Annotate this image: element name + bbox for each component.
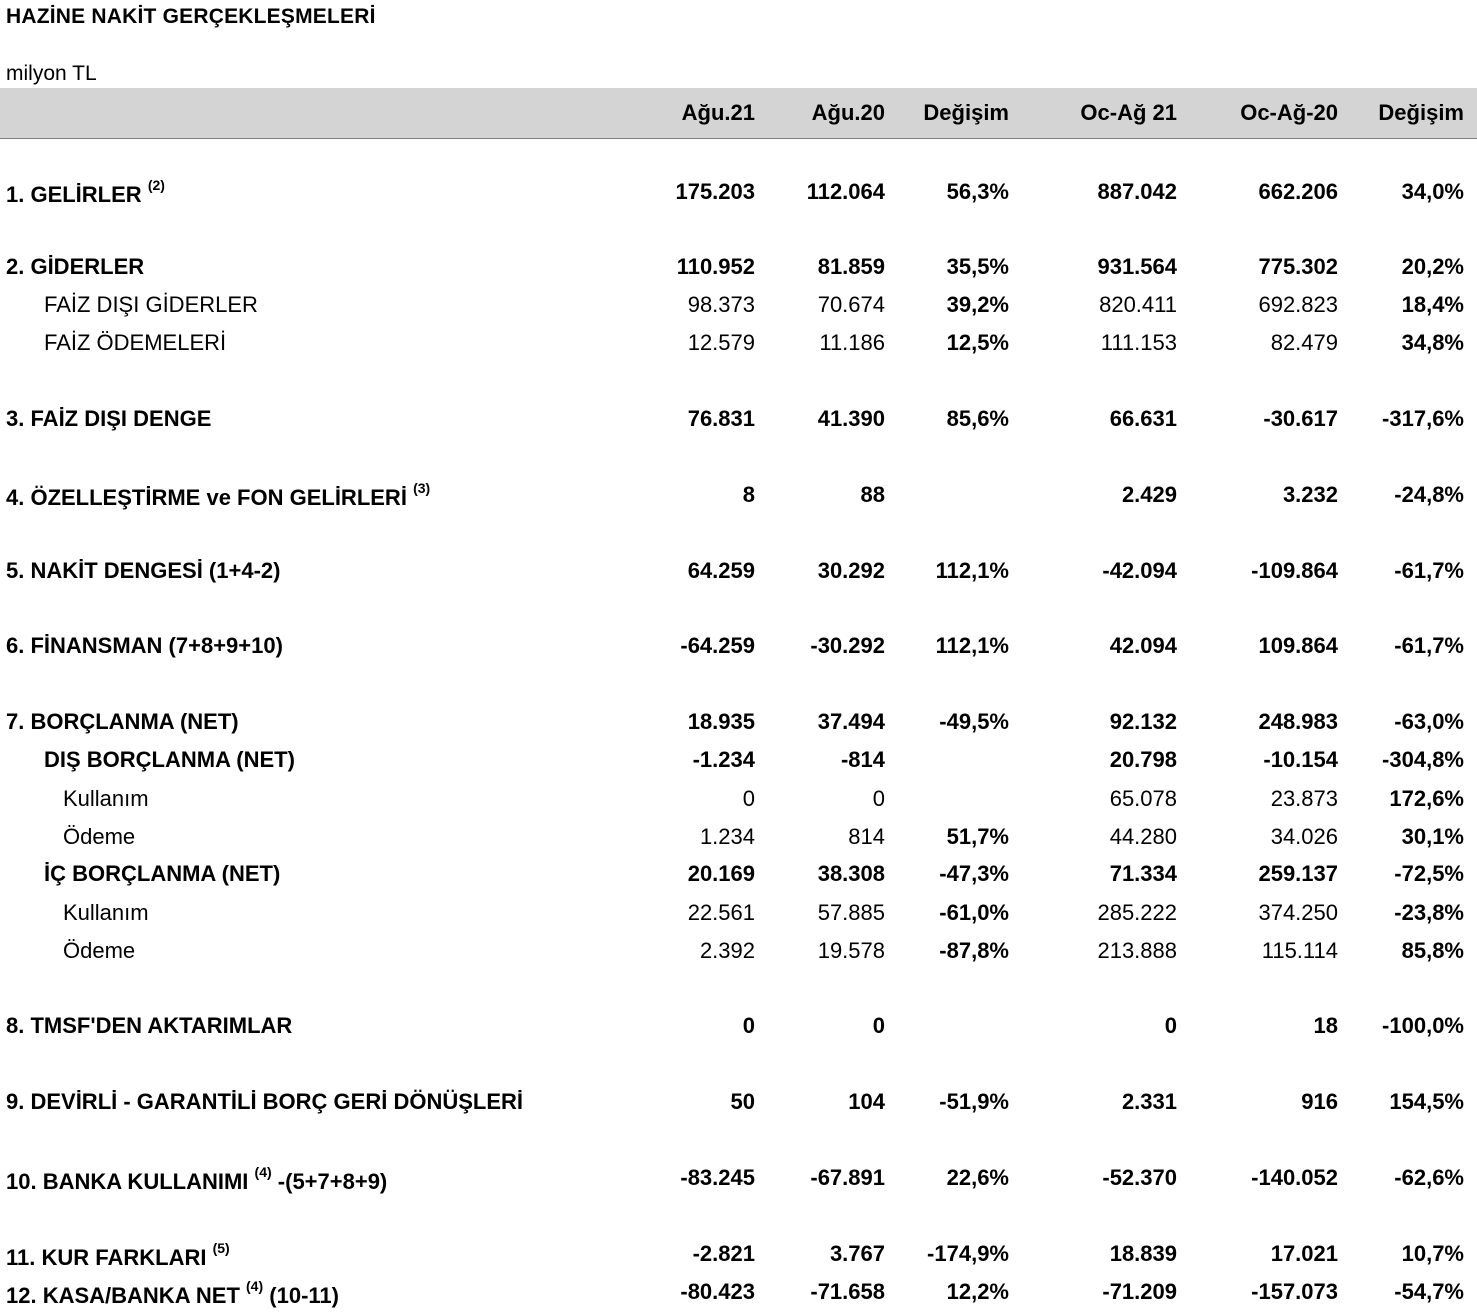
cell-agu20: 70.674	[817, 292, 885, 317]
cell-degisim-monthly	[885, 781, 1009, 817]
cell-agu21: 50	[730, 1089, 755, 1114]
cell-degisim-monthly: -49,5%	[939, 709, 1009, 734]
row-label: 12. KASA/BANKA NET $^{(4)}$ (10-11)	[6, 1277, 339, 1308]
cell-agu21: 175.203	[675, 179, 755, 204]
cell-degisim-cumulative: 20,2%	[1401, 254, 1464, 279]
cell-ocag20: -109.864	[1251, 558, 1338, 583]
cell-ocag21: 0	[1164, 1013, 1177, 1038]
cell-agu21: 12.579	[687, 330, 755, 355]
cell-degisim-monthly: -174,9%	[927, 1241, 1009, 1266]
cell-degisim-cumulative: -63,0%	[1394, 709, 1464, 734]
cell-degisim-cumulative: 10,7%	[1401, 1241, 1464, 1266]
cell-agu21: -83.245	[680, 1165, 755, 1190]
col-header-agu20: Ağu.20	[811, 100, 885, 125]
cell-degisim-cumulative: -61,7%	[1394, 558, 1464, 583]
row-label: Ödeme	[63, 938, 136, 963]
row-label: FAİZ ÖDEMELERİ	[44, 330, 227, 355]
unit-label: milyon TL	[6, 62, 97, 85]
cell-degisim-cumulative: -62,6%	[1394, 1165, 1464, 1190]
cell-ocag21: -42.094	[1102, 558, 1177, 583]
cell-agu21: 18.935	[687, 709, 755, 734]
cell-ocag21: 92.132	[1109, 709, 1177, 734]
cell-ocag20: -140.052	[1251, 1165, 1338, 1190]
cell-ocag21: 111.153	[1100, 330, 1177, 355]
cell-ocag20: 109.864	[1258, 633, 1338, 658]
row-label: Kullanım	[63, 900, 149, 925]
cell-ocag21: 44.280	[1109, 824, 1177, 849]
cell-ocag20: 18	[1313, 1013, 1338, 1038]
row-label: 3. FAİZ DIŞI DENGE	[6, 406, 212, 431]
col-header-ocag20: Oc-Ağ-20	[1240, 100, 1338, 125]
cell-degisim-monthly: 56,3%	[946, 179, 1009, 204]
cell-degisim-cumulative: 85,8%	[1401, 938, 1464, 963]
cell-degisim-cumulative: -24,8%	[1394, 482, 1464, 507]
col-header-degisim-monthly: Değişim	[923, 100, 1009, 125]
cell-agu21: 110.952	[676, 254, 755, 279]
cell-agu20: 112.064	[806, 179, 885, 204]
table-row-ic-kullanim	[0, 895, 1477, 931]
table-row-ic-borclanma	[0, 856, 1477, 892]
cell-ocag20: 82.479	[1270, 330, 1338, 355]
cell-agu20: 41.390	[817, 406, 885, 431]
table-row-finansman	[0, 628, 1477, 664]
cell-agu21: 0	[742, 1013, 755, 1038]
table-row-dis-borclanma	[0, 742, 1477, 778]
cell-agu20: 814	[848, 824, 885, 849]
cell-ocag21: 931.564	[1097, 254, 1177, 279]
cell-ocag20: 3.232	[1282, 482, 1338, 507]
cell-degisim-monthly: 112,1%	[935, 558, 1009, 583]
cell-agu20: 38.308	[817, 861, 885, 886]
cell-agu20: -71.658	[810, 1279, 885, 1304]
cell-degisim-cumulative: 172,6%	[1389, 786, 1464, 811]
cell-degisim-monthly: 12,2%	[946, 1279, 1009, 1304]
row-label: 4. ÖZELLEŞTİRME ve FON GELİRLERİ $^{(3)}$	[6, 479, 431, 510]
cell-ocag21: 887.042	[1097, 179, 1177, 204]
row-label: 5. NAKİT DENGESİ (1+4-2)	[6, 558, 281, 583]
cell-agu20: 19.578	[817, 938, 885, 963]
cell-agu21: 20.169	[687, 861, 755, 886]
cell-ocag21: 285.222	[1097, 900, 1177, 925]
cell-agu21: 8	[742, 482, 755, 507]
cell-ocag21: 213.888	[1097, 938, 1177, 963]
cell-degisim-cumulative: 34,0%	[1401, 179, 1464, 204]
row-label: 11. KUR FARKLARI $^{(5)}$	[6, 1239, 230, 1270]
cell-agu20: 11.186	[819, 330, 885, 355]
cell-degisim-cumulative: 30,1%	[1401, 824, 1464, 849]
cell-degisim-monthly	[885, 742, 1009, 778]
cell-degisim-monthly: 22,6%	[946, 1165, 1009, 1190]
cell-degisim-cumulative: -54,7%	[1394, 1279, 1464, 1304]
cell-degisim-monthly: 35,5%	[946, 254, 1009, 279]
cell-ocag21: 2.331	[1121, 1089, 1177, 1114]
cell-agu20: -814	[840, 747, 885, 772]
cell-degisim-monthly: 12,5%	[946, 330, 1009, 355]
row-label: 9. DEVİRLİ - GARANTİLİ BORÇ GERİ DÖNÜŞLERİ	[6, 1089, 524, 1114]
cell-ocag20: -10.154	[1263, 747, 1338, 772]
cell-agu20: 104	[848, 1089, 885, 1114]
table-row-faiz-disi-giderler	[0, 287, 1477, 323]
cell-degisim-cumulative: -317,6%	[1382, 406, 1464, 431]
cell-agu20: -30.292	[810, 633, 885, 658]
table-header	[0, 88, 1477, 139]
cell-agu21: -1.234	[692, 747, 755, 772]
table-row-faiz-disi-denge	[0, 401, 1477, 437]
table-row-faiz-odemeleri	[0, 325, 1477, 361]
cell-ocag20: 662.206	[1258, 179, 1338, 204]
cell-ocag20: 248.983	[1258, 709, 1338, 734]
cell-agu21: -64.259	[680, 633, 755, 658]
cell-degisim-monthly: -61,0%	[939, 900, 1009, 925]
row-label: 1. GELİRLER $^{(2)}$	[6, 176, 165, 207]
cell-ocag21: 65.078	[1109, 786, 1177, 811]
cell-degisim-cumulative: -72,5%	[1394, 861, 1464, 886]
cell-degisim-monthly: 85,6%	[946, 406, 1009, 431]
cell-degisim-monthly: 39,2%	[946, 292, 1009, 317]
table-row-kur-farklari	[0, 1236, 1477, 1272]
table-row-dis-kullanim	[0, 781, 1477, 817]
cell-agu21: 1.234	[699, 824, 755, 849]
cell-agu20: -67.891	[810, 1165, 885, 1190]
table-row-nakit-dengesi	[0, 553, 1477, 589]
cell-agu21: 98.373	[687, 292, 755, 317]
cell-degisim-monthly: 51,7%	[946, 824, 1009, 849]
cell-degisim-cumulative: -61,7%	[1394, 633, 1464, 658]
cell-ocag20: 17.021	[1270, 1241, 1338, 1266]
cell-ocag20: 34.026	[1270, 824, 1338, 849]
cell-ocag20: 259.137	[1258, 861, 1338, 886]
table-row-gelirler	[0, 174, 1477, 210]
cell-agu21: 2.392	[699, 938, 755, 963]
cell-ocag21: 20.798	[1109, 747, 1177, 772]
cell-ocag21: 820.411	[1099, 292, 1177, 317]
cell-agu20: 0	[872, 786, 885, 811]
cell-agu20: 37.494	[817, 709, 885, 734]
cell-agu21: -2.821	[692, 1241, 755, 1266]
cell-degisim-monthly: -47,3%	[939, 861, 1009, 886]
cell-degisim-cumulative: 34,8%	[1401, 330, 1464, 355]
row-label: DIŞ BORÇLANMA (NET)	[44, 747, 295, 772]
cell-agu20: 0	[872, 1013, 885, 1038]
cell-agu21: 0	[742, 786, 755, 811]
table-row-kasa-banka-net	[0, 1274, 1477, 1310]
page-title: HAZİNE NAKİT GERÇEKLEŞMELERİ	[6, 5, 376, 28]
cell-ocag21: 71.334	[1109, 861, 1177, 886]
cell-agu20: 3.767	[829, 1241, 885, 1266]
row-label: Kullanım	[63, 786, 149, 811]
table-row-giderler	[0, 249, 1477, 285]
col-header-ocag21: Oc-Ağ 21	[1080, 100, 1177, 125]
cell-agu21: 22.561	[687, 900, 755, 925]
row-label: 8. TMSF'DEN AKTARIMLAR	[6, 1013, 293, 1038]
table-row-devirli	[0, 1084, 1477, 1120]
row-label: Ödeme	[63, 824, 136, 849]
row-label: 7. BORÇLANMA (NET)	[6, 709, 239, 734]
row-label: 6. FİNANSMAN (7+8+9+10)	[6, 633, 283, 658]
cell-ocag21: -71.209	[1102, 1279, 1177, 1304]
row-label: FAİZ DIŞI GİDERLER	[44, 292, 258, 317]
col-header-degisim-cumulative: Değişim	[1378, 100, 1464, 125]
cell-degisim-cumulative: 18,4%	[1401, 292, 1464, 317]
cell-ocag20: 23.873	[1270, 786, 1338, 811]
cell-ocag20: 374.250	[1258, 900, 1338, 925]
table-row-ozellestirme	[0, 477, 1477, 513]
cell-ocag21: 18.839	[1109, 1241, 1177, 1266]
table-row-tmsf	[0, 1008, 1477, 1044]
cell-agu21: -80.423	[680, 1279, 755, 1304]
row-label: 10. BANKA KULLANIMI $^{(4)}$ -(5+7+8+9)	[6, 1163, 388, 1194]
cell-ocag21: 42.094	[1109, 633, 1177, 658]
cell-degisim-cumulative: -304,8%	[1382, 747, 1464, 772]
cell-ocag20: 775.302	[1258, 254, 1338, 279]
cell-ocag20: 916	[1301, 1089, 1338, 1114]
cell-ocag21: 66.631	[1109, 406, 1177, 431]
cell-ocag21: 2.429	[1121, 482, 1177, 507]
cell-degisim-monthly: -51,9%	[939, 1089, 1009, 1114]
cell-agu21: 76.831	[687, 406, 755, 431]
cell-degisim-monthly: -87,8%	[939, 938, 1009, 963]
cell-degisim-monthly	[885, 477, 1009, 513]
cell-ocag20: 692.823	[1258, 292, 1338, 317]
cell-ocag20: 115.114	[1261, 938, 1338, 963]
table-row-banka-kullanimi	[0, 1160, 1477, 1196]
cell-agu21: 64.259	[687, 558, 755, 583]
cell-degisim-cumulative: 154,5%	[1389, 1089, 1464, 1114]
col-header-agu21: Ağu.21	[681, 100, 755, 125]
table-row-borclanma	[0, 704, 1477, 740]
cell-ocag20: -157.073	[1251, 1279, 1338, 1304]
cell-ocag21: -52.370	[1102, 1165, 1177, 1190]
table-row-dis-odeme	[0, 819, 1477, 855]
cell-agu20: 88	[860, 482, 885, 507]
cell-degisim-monthly	[885, 1008, 1009, 1044]
cell-agu20: 30.292	[817, 558, 885, 583]
row-label: İÇ BORÇLANMA (NET)	[44, 861, 281, 886]
row-label: 2. GİDERLER	[6, 254, 145, 279]
cell-degisim-cumulative: -23,8%	[1394, 900, 1464, 925]
cell-agu20: 81.859	[817, 254, 885, 279]
cell-degisim-cumulative: -100,0%	[1382, 1013, 1464, 1038]
cell-agu20: 57.885	[817, 900, 885, 925]
cell-degisim-monthly: 112,1%	[935, 633, 1009, 658]
table-row-ic-odeme	[0, 933, 1477, 969]
cell-ocag20: -30.617	[1263, 406, 1338, 431]
